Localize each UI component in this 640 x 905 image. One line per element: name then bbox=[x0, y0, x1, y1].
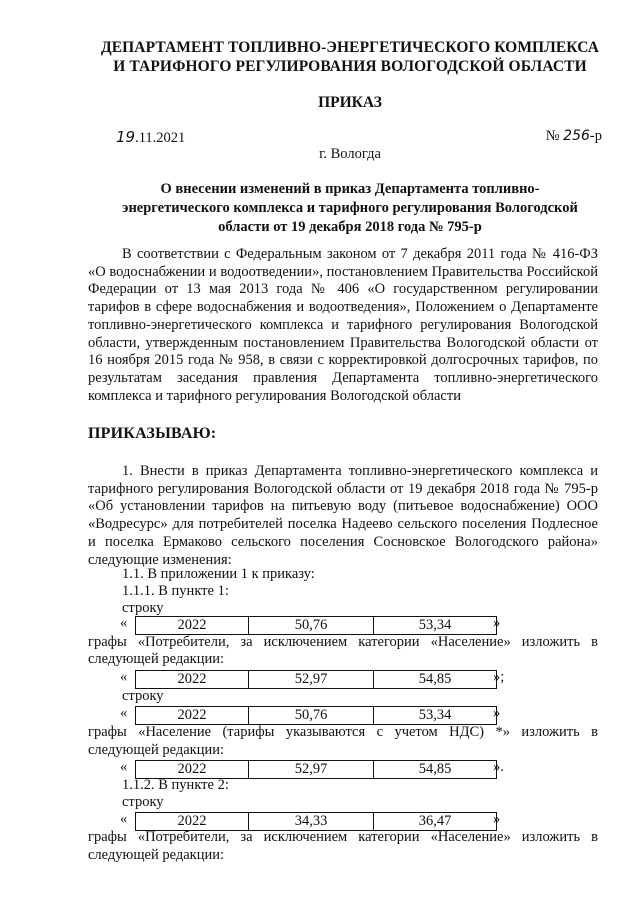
order-subject bbox=[100, 180, 600, 237]
quote-close: » bbox=[493, 615, 501, 631]
quote-open: « bbox=[120, 811, 128, 827]
tariff-h1-cell: 50,76 bbox=[249, 617, 374, 634]
preamble-paragraph: В соответствии с Федеральным законом от 7 декабря 2011 года № 416-ФЗ «О водоснабжении и водоотведении», постановлением Правительства Российской Федерации от 13 мая 2013 года № 406 «О государственном регулировании тарифов в сфере водоснабжения и водоотведения», Положением о Департаменте топливно-энергетического комплекса и тарифного регулирования Вологодской области, утвержденным постановлением Правительства Вологодской области от 16 ноября 2015 года № 958, в связи с корректировкой долгосрочных тарифов, по результатам заседания правления Департамента топливно-энергетического комплекса и тарифного регулирования Вологодской области bbox=[88, 246, 598, 404]
quote-open: « bbox=[120, 669, 128, 685]
year-cell: 2022 bbox=[136, 707, 249, 724]
department-header bbox=[60, 38, 640, 76]
quote-open: « bbox=[120, 705, 128, 721]
year-cell: 2022 bbox=[136, 671, 249, 688]
tariff-h2-cell: 54,85 bbox=[418, 761, 452, 777]
tariff-h1-cell: 52,97 bbox=[249, 761, 374, 778]
document-type: ПРИКАЗ bbox=[318, 94, 382, 111]
quote-close: » bbox=[493, 705, 501, 721]
subject-line-3: области от 19 декабря 2018 года № 795-р bbox=[218, 219, 482, 235]
graf-consumers-line: графы «Потребители, за исключением категории «Население» изложить в bbox=[88, 634, 598, 650]
order-date bbox=[116, 128, 185, 147]
tariff-h2-cell: 53,34 bbox=[418, 617, 452, 633]
year-cell: 2022 bbox=[136, 761, 249, 778]
subject-line-2: энергетического комплекса и тарифного регулирования Вологодской bbox=[122, 200, 578, 216]
quote-close: ». bbox=[493, 759, 504, 775]
handwritten-number: 256 bbox=[563, 128, 590, 144]
next-edition-label: следующей редакции: bbox=[88, 847, 225, 863]
item-1-paragraph: 1. Внести в приказ Департамента топливно-энергетического комплекса и тарифного регулирования Вологодской области от 19 декабря 2018 года № 795-р «Об установлении тарифов на питьевую воду (питьевое водоснабжение) ООО «Водресурс» для потребителей поселка Надеево сельского поселения Подлесное и поселка Ермаково сельского поселения Сосновское Вологодского района» следующие изменения: bbox=[88, 463, 598, 568]
stroku-label: строку bbox=[122, 600, 164, 616]
tariff-h1-cell: 52,97 bbox=[249, 671, 374, 688]
tariff-h2-cell: 36,47 bbox=[418, 813, 452, 829]
decree-heading: ПРИКАЗЫВАЮ: bbox=[88, 425, 217, 442]
subject-line-1: О внесении изменений в приказ Департамента топливно- bbox=[160, 181, 540, 197]
city: г. Вологда bbox=[319, 146, 381, 162]
stroku-label: строку bbox=[122, 794, 164, 810]
tariff-cells bbox=[135, 670, 497, 689]
graf-population-line: графы «Население (тарифы указываются с учетом НДС) *» изложить в bbox=[88, 724, 598, 740]
subitem-1-1: 1.1. В приложении 1 к приказу: bbox=[122, 566, 315, 582]
graf-consumers-line: графы «Потребители, за исключением категории «Население» изложить в bbox=[88, 829, 598, 845]
date-rest: .11.2021 bbox=[135, 130, 186, 146]
subitem-1-1-2: 1.1.2. В пункте 2: bbox=[122, 777, 229, 793]
quote-close: » bbox=[493, 811, 501, 827]
quote-open: « bbox=[120, 759, 128, 775]
quote-close: »; bbox=[493, 669, 505, 685]
tariff-cells bbox=[135, 616, 497, 635]
tariff-cells bbox=[135, 706, 497, 725]
handwritten-day: 19 bbox=[116, 128, 136, 146]
tariff-h2-cell: 54,85 bbox=[418, 671, 452, 687]
header-line-1: ДЕПАРТАМЕНТ ТОПЛИВНО-ЭНЕРГЕТИЧЕСКОГО КОМПЛЕКСА bbox=[100, 39, 600, 56]
order-number bbox=[546, 128, 602, 145]
number-suffix: -р bbox=[589, 128, 602, 144]
subitem-1-1-1: 1.1.1. В пункте 1: bbox=[122, 583, 229, 599]
number-sign: № bbox=[545, 128, 560, 144]
tariff-h1-cell: 34,33 bbox=[249, 813, 374, 830]
year-cell: 2022 bbox=[136, 617, 249, 634]
tariff-h1-cell: 50,76 bbox=[249, 707, 374, 724]
header-line-2: И ТАРИФНОГО РЕГУЛИРОВАНИЯ ВОЛОГОДСКОЙ ОБЛАСТИ bbox=[113, 58, 587, 75]
tariff-h2-cell: 53,34 bbox=[418, 707, 452, 723]
next-edition-label: следующей редакции: bbox=[88, 742, 225, 758]
stroku-label: строку bbox=[122, 688, 164, 704]
quote-open: « bbox=[120, 615, 128, 631]
year-cell: 2022 bbox=[136, 813, 249, 830]
next-edition-label: следующей редакции: bbox=[88, 651, 225, 667]
